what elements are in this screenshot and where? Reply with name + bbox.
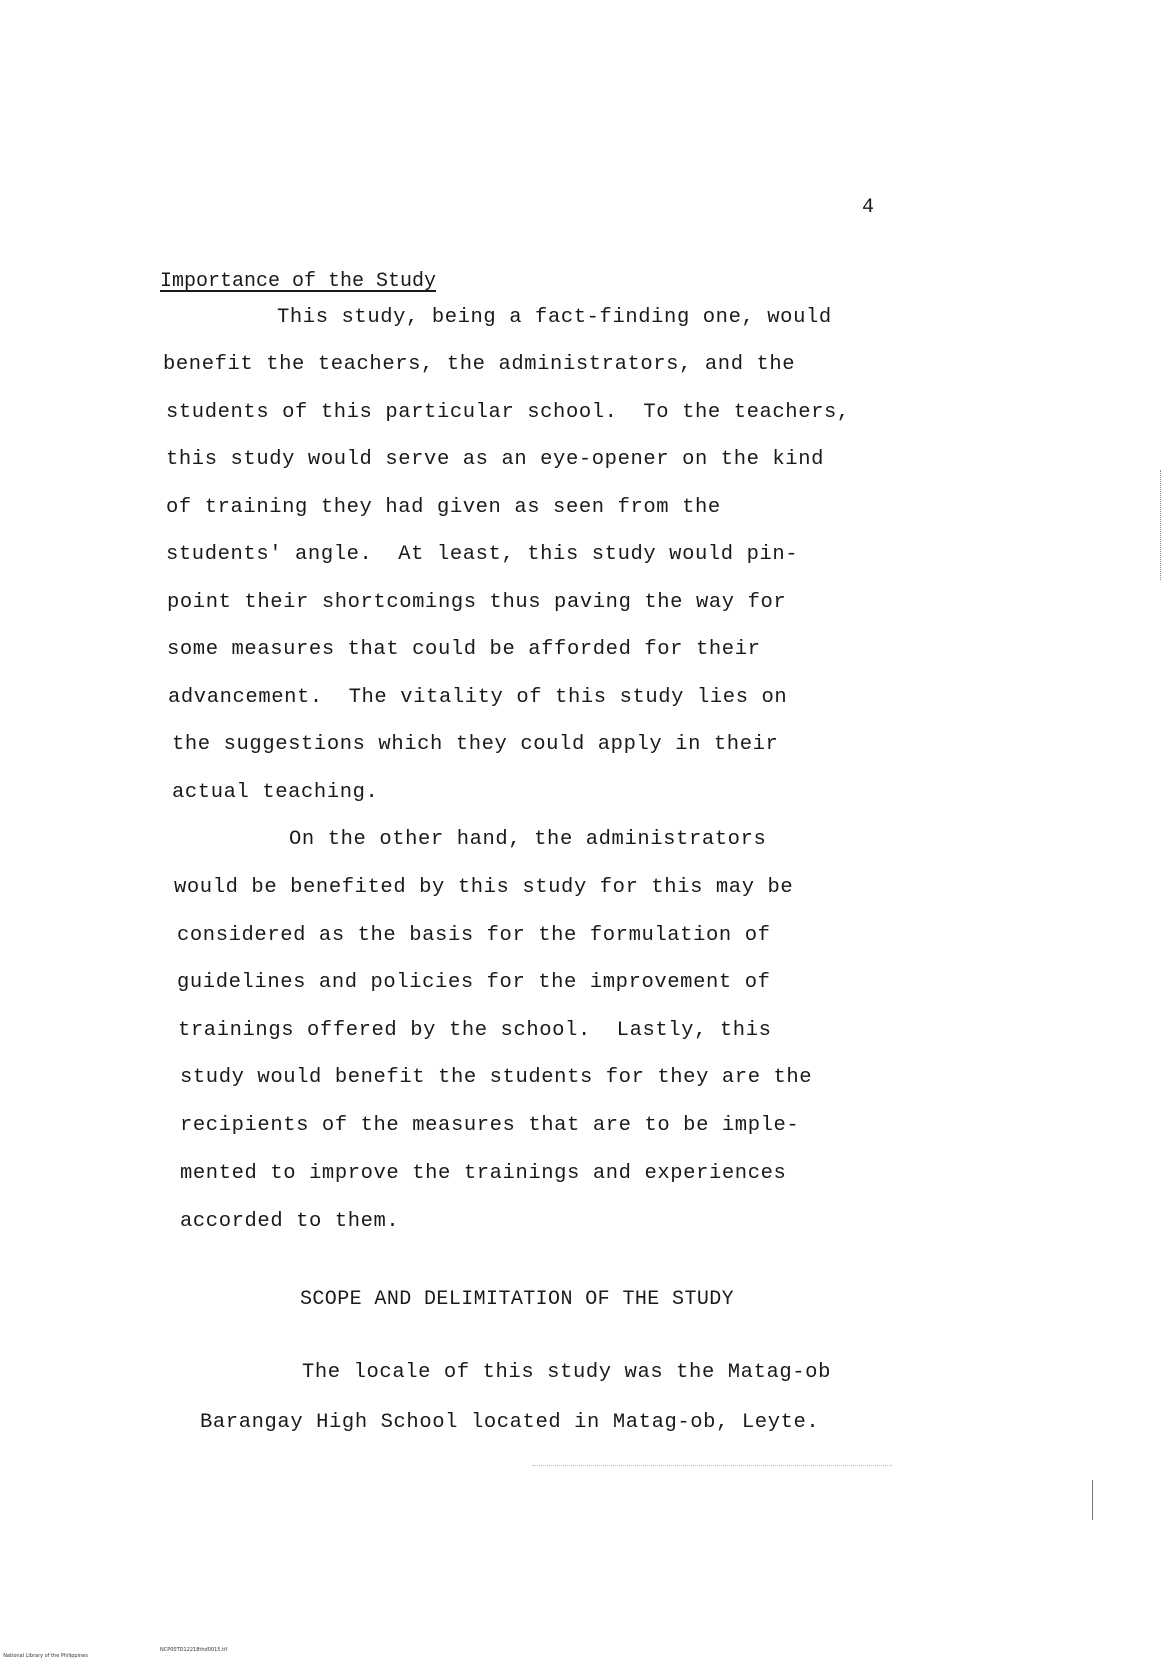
paragraph-line: accorded to them. bbox=[180, 1210, 400, 1233]
paragraph-line: students of this particular school. To the teachers, bbox=[166, 401, 850, 424]
paragraph-line: trainings offered by the school. Lastly, this bbox=[178, 1019, 772, 1042]
paragraph-line: students' angle. At least, this study would pin- bbox=[166, 543, 799, 566]
paragraph-line: This study, being a fact-finding one, would bbox=[277, 306, 832, 329]
footer-library-name: National Library of the Philippines bbox=[3, 1653, 88, 1659]
paragraph-line: guidelines and policies for the improvement of bbox=[177, 971, 771, 994]
page-number: 4 bbox=[862, 196, 875, 219]
scan-artifact-margin bbox=[1160, 470, 1161, 580]
scan-footer bbox=[0, 1647, 228, 1665]
paragraph-line: this study would serve as an eye-opener on the kind bbox=[166, 448, 825, 471]
paragraph-line: point their shortcomings thus paving the way for bbox=[167, 591, 787, 614]
paragraph-line: some measures that could be afforded for their bbox=[167, 638, 761, 661]
paragraph-line: mented to improve the trainings and experiences bbox=[180, 1162, 787, 1185]
scan-artifact-dots bbox=[532, 1465, 892, 1466]
paragraph-line: actual teaching. bbox=[172, 781, 379, 804]
paragraph-line: considered as the basis for the formulation of bbox=[177, 924, 771, 947]
paragraph-line: study would benefit the students for they are the bbox=[180, 1066, 813, 1089]
paragraph-line: advancement. The vitality of this study lies on bbox=[168, 686, 788, 709]
section-heading-importance: Importance of the Study bbox=[160, 270, 437, 293]
footer-file-id: NCP00TD12218thd0015.tif bbox=[160, 1647, 228, 1653]
paragraph-line: recipients of the measures that are to be imple- bbox=[180, 1114, 800, 1137]
section-title-scope: SCOPE AND DELIMITATION OF THE STUDY bbox=[300, 1288, 735, 1311]
scan-artifact-margin bbox=[1092, 1480, 1093, 1520]
paragraph-line: The locale of this study was the Matag-ob bbox=[302, 1361, 831, 1384]
paragraph-line: would be benefited by this study for this may be bbox=[174, 876, 794, 899]
paragraph-line: On the other hand, the administrators bbox=[289, 828, 767, 851]
paragraph-line: of training they had given as seen from the bbox=[166, 496, 721, 519]
paragraph-line: benefit the teachers, the administrators, and the bbox=[163, 353, 796, 376]
paragraph-line: Barangay High School located in Matag-ob, Leyte. bbox=[200, 1411, 820, 1434]
paragraph-line: the suggestions which they could apply in their bbox=[172, 733, 779, 756]
